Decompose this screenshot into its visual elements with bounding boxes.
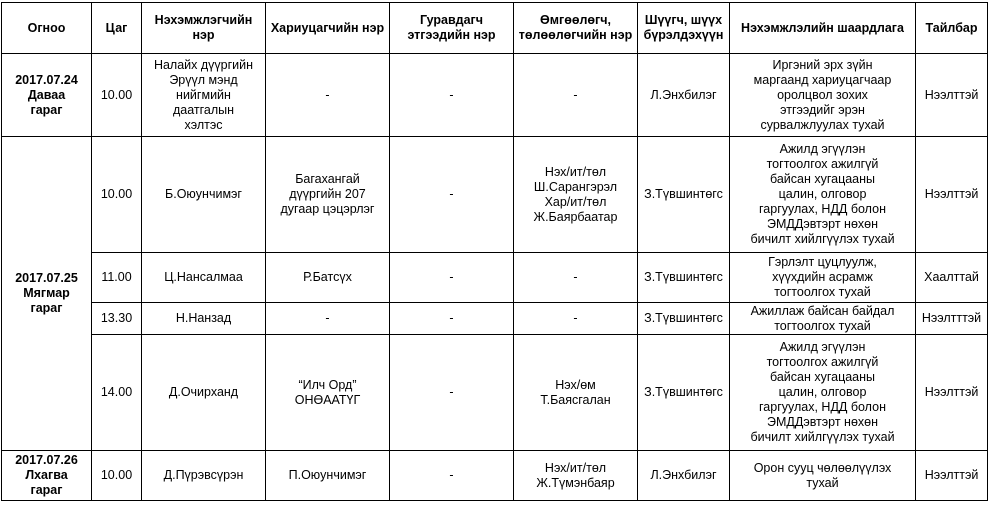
defendant-cell: “Илч Орд” ОНӨААТҮГ: [266, 335, 390, 451]
court-schedule-table: [1, 2, 988, 501]
plaintiff-cell: Налайх дүүргийн Эрүүл мэнд нийгмийн даатгалын хэлтэс: [142, 54, 266, 137]
header-date: Огноо: [2, 3, 92, 54]
claim-cell: Ажиллаж байсан байдал тогтоолгох тухай: [730, 303, 916, 335]
claim-cell: Ажилд эгүүлэн тогтоолгох ажилгүй байсан хугацааны цалин, олговор гаргуулах, НДД болон ЭМДДэвтэрт нөхөн бичилт хийлгүүлэх тухай: [730, 335, 916, 451]
note-cell: Нээлтттэй: [916, 303, 988, 335]
lawyer-cell: Нэх/ит/төл Ш.Сарангэрэл Хар/ит/төл Ж.Баярбаатар: [514, 137, 638, 253]
judge-cell: Л.Энхбилэг: [638, 451, 730, 501]
date-cell: 2017.07.26 Лхагва гараг: [2, 451, 92, 501]
third-party-cell: -: [390, 451, 514, 501]
time-cell: 10.00: [92, 54, 142, 137]
claim-cell: Орон сууц чөлөөлүүлэх тухай: [730, 451, 916, 501]
header-time: Цаг: [92, 3, 142, 54]
table-row: [2, 451, 988, 501]
header-claim: Нэхэмжлэлийн шаардлага: [730, 3, 916, 54]
note-cell: Нээлттэй: [916, 54, 988, 137]
third-party-cell: -: [390, 335, 514, 451]
time-cell: 10.00: [92, 451, 142, 501]
judge-cell: З.Түвшинтөгс: [638, 335, 730, 451]
claim-cell: Ажилд эгүүлэн тогтоолгох ажилгүй байсан хугацааны цалин, олговор гаргуулах, НДД болон ЭМДДэвтэрт нөхөн бичилт хийлгүүлэх тухай: [730, 137, 916, 253]
time-cell: 11.00: [92, 253, 142, 303]
lawyer-cell: Нэх/өм Т.Баясгалан: [514, 335, 638, 451]
time-cell: 10.00: [92, 137, 142, 253]
lawyer-cell: -: [514, 54, 638, 137]
note-cell: Хаалттай: [916, 253, 988, 303]
defendant-cell: -: [266, 303, 390, 335]
third-party-cell: -: [390, 303, 514, 335]
header-third-party: Гуравдагч этгээдийн нэр: [390, 3, 514, 54]
plaintiff-cell: Н.Нанзад: [142, 303, 266, 335]
defendant-cell: -: [266, 54, 390, 137]
header-plaintiff: Нэхэмжлэгчийн нэр: [142, 3, 266, 54]
note-cell: Нээлттэй: [916, 137, 988, 253]
judge-cell: Л.Энхбилэг: [638, 54, 730, 137]
date-cell: 2017.07.25 Мягмар гараг: [2, 137, 92, 451]
judge-cell: З.Түвшинтөгс: [638, 137, 730, 253]
header-lawyer: Өмгөөлөгч, төлөөлөгчийн нэр: [514, 3, 638, 54]
time-cell: 13.30: [92, 303, 142, 335]
plaintiff-cell: Ц.Нансалмаа: [142, 253, 266, 303]
defendant-cell: Р.Батсүх: [266, 253, 390, 303]
judge-cell: З.Түвшинтөгс: [638, 253, 730, 303]
judge-cell: З.Түвшинтөгс: [638, 303, 730, 335]
table-row: [2, 335, 988, 451]
table-row: [2, 54, 988, 137]
defendant-cell: Багахангай дүүргийн 207 дугаар цэцэрлэг: [266, 137, 390, 253]
third-party-cell: -: [390, 54, 514, 137]
header-note: Тайлбар: [916, 3, 988, 54]
third-party-cell: -: [390, 137, 514, 253]
claim-cell: Гэрлэлт цуцлуулж, хүүхдийн асрамж тогтоолгох тухай: [730, 253, 916, 303]
header-judge: Шүүгч, шүүх бүрэлдэхүүн: [638, 3, 730, 54]
lawyer-cell: Нэх/ит/төл Ж.Түмэнбаяр: [514, 451, 638, 501]
lawyer-cell: -: [514, 253, 638, 303]
claim-cell: Иргэний эрх зүйн маргаанд хариуцагчаар оролцвол зохих этгээдийг эрэн сурвалжлуулах тухай: [730, 54, 916, 137]
header-defendant: Хариуцагчийн нэр: [266, 3, 390, 54]
table-row: [2, 137, 988, 253]
plaintiff-cell: Д.Пүрэвсүрэн: [142, 451, 266, 501]
lawyer-cell: -: [514, 303, 638, 335]
table-row: [2, 303, 988, 335]
plaintiff-cell: Б.Оюунчимэг: [142, 137, 266, 253]
date-cell: 2017.07.24 Даваа гараг: [2, 54, 92, 137]
note-cell: Нээлттэй: [916, 335, 988, 451]
time-cell: 14.00: [92, 335, 142, 451]
defendant-cell: П.Оюунчимэг: [266, 451, 390, 501]
third-party-cell: -: [390, 253, 514, 303]
note-cell: Нээлттэй: [916, 451, 988, 501]
header-row: [2, 3, 988, 54]
table-row: [2, 253, 988, 303]
plaintiff-cell: Д.Очирханд: [142, 335, 266, 451]
